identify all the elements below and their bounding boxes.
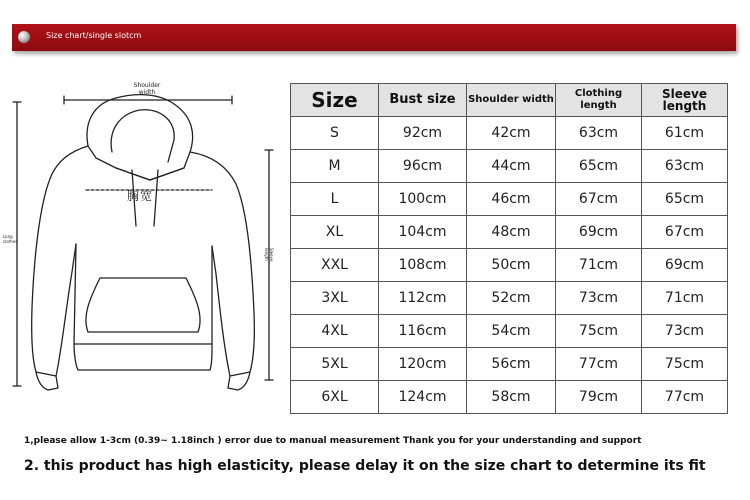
banner-title: Size chart/single slotcm bbox=[46, 31, 142, 40]
header-sleeve-length: Sleeve length bbox=[642, 84, 728, 117]
bust-cell: 120cm bbox=[379, 348, 467, 381]
hoodie-illustration bbox=[0, 76, 290, 396]
sleeve-cell: 69cm bbox=[642, 249, 728, 282]
length-cell: 73cm bbox=[556, 282, 642, 315]
table-row bbox=[291, 348, 728, 381]
length-cell: 63cm bbox=[556, 117, 642, 150]
size-cell: XXL bbox=[291, 249, 379, 282]
size-cell: 6XL bbox=[291, 381, 379, 414]
measurement-note: 1,please allow 1-3cm (0.39~ 1.18inch ) error due to manual measurement Thank you for your understanding and support bbox=[24, 436, 642, 446]
table-header-row bbox=[291, 84, 728, 117]
size-cell: 4XL bbox=[291, 315, 379, 348]
bust-cell: 104cm bbox=[379, 216, 467, 249]
table-row bbox=[291, 150, 728, 183]
length-cell: 65cm bbox=[556, 150, 642, 183]
table-row bbox=[291, 249, 728, 282]
sleeve-cell: 65cm bbox=[642, 183, 728, 216]
sleeve-cell: 73cm bbox=[642, 315, 728, 348]
table-row bbox=[291, 117, 728, 150]
hoodie-diagram bbox=[0, 76, 290, 396]
sleeve-cell: 75cm bbox=[642, 348, 728, 381]
elasticity-note: 2. this product has high elasticity, please delay it on the size chart to determine its fit bbox=[24, 458, 706, 474]
shoulder-cell: 56cm bbox=[467, 348, 556, 381]
shoulder-cell: 44cm bbox=[467, 150, 556, 183]
table-row bbox=[291, 381, 728, 414]
bust-cell: 108cm bbox=[379, 249, 467, 282]
bust-cell: 92cm bbox=[379, 117, 467, 150]
table-row bbox=[291, 315, 728, 348]
sleeve-cell: 71cm bbox=[642, 282, 728, 315]
size-cell: XL bbox=[291, 216, 379, 249]
sleeve-cell: 67cm bbox=[642, 216, 728, 249]
shoulder-cell: 58cm bbox=[467, 381, 556, 414]
header-banner bbox=[12, 24, 736, 51]
size-cell: L bbox=[291, 183, 379, 216]
bust-cell: 96cm bbox=[379, 150, 467, 183]
length-cell: 69cm bbox=[556, 216, 642, 249]
table-row bbox=[291, 216, 728, 249]
bust-cell: 124cm bbox=[379, 381, 467, 414]
length-cell: 75cm bbox=[556, 315, 642, 348]
header-bust-size: Bust size bbox=[379, 84, 467, 117]
shoulder-cell: 52cm bbox=[467, 282, 556, 315]
table-row bbox=[291, 282, 728, 315]
bullet-icon bbox=[18, 31, 30, 43]
bust-cell: 100cm bbox=[379, 183, 467, 216]
header-clothing-length: Clothing length bbox=[556, 84, 642, 117]
shoulder-cell: 50cm bbox=[467, 249, 556, 282]
bust-label: 胸宽 bbox=[127, 189, 154, 203]
shoulder-width-label: Shoulder width bbox=[133, 82, 161, 96]
bust-cell: 112cm bbox=[379, 282, 467, 315]
header-size: Size bbox=[291, 84, 379, 117]
size-cell: 3XL bbox=[291, 282, 379, 315]
length-cell: 77cm bbox=[556, 348, 642, 381]
size-cell: S bbox=[291, 117, 379, 150]
sleeve-cell: 77cm bbox=[642, 381, 728, 414]
size-cell: 5XL bbox=[291, 348, 379, 381]
size-table bbox=[290, 83, 728, 414]
bust-cell: 116cm bbox=[379, 315, 467, 348]
shoulder-cell: 54cm bbox=[467, 315, 556, 348]
sleeve-cell: 61cm bbox=[642, 117, 728, 150]
length-label: Long clothes bbox=[3, 234, 18, 244]
length-cell: 71cm bbox=[556, 249, 642, 282]
shoulder-cell: 42cm bbox=[467, 117, 556, 150]
size-cell: M bbox=[291, 150, 379, 183]
shoulder-cell: 46cm bbox=[467, 183, 556, 216]
sleeve-cell: 63cm bbox=[642, 150, 728, 183]
table-row bbox=[291, 183, 728, 216]
shoulder-cell: 48cm bbox=[467, 216, 556, 249]
sleeve-length-label: Sleeve length bbox=[264, 248, 274, 262]
header-shoulder-width: Shoulder width bbox=[467, 84, 556, 117]
length-cell: 79cm bbox=[556, 381, 642, 414]
length-cell: 67cm bbox=[556, 183, 642, 216]
